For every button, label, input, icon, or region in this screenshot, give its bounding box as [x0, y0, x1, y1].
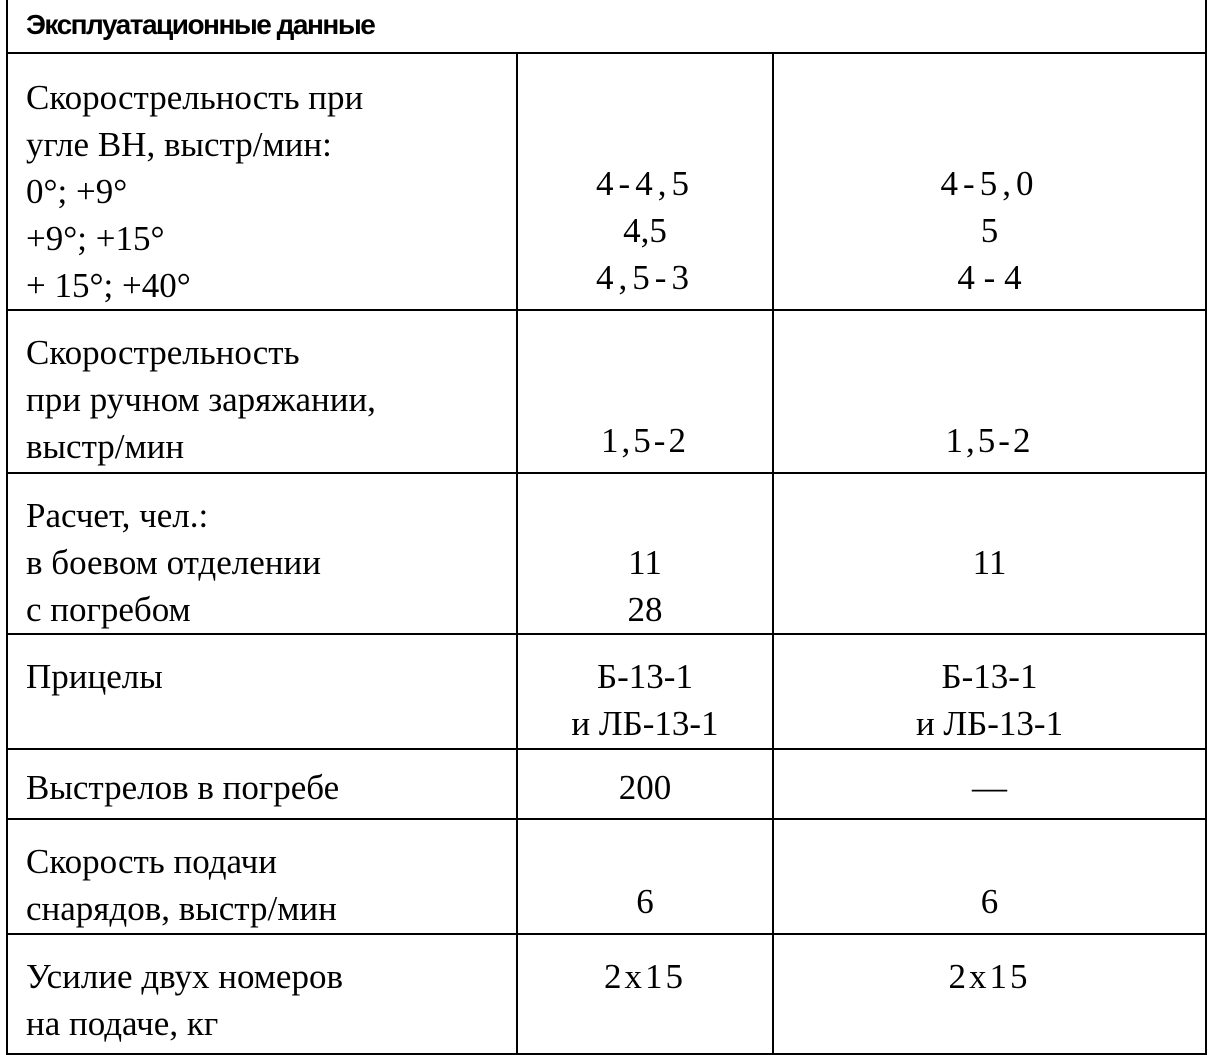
label-line: Выстрелов в погребе [26, 768, 340, 807]
value-cell-col2 [773, 634, 1206, 749]
value-line: 6 [980, 882, 999, 921]
row-label [7, 634, 517, 749]
value-cell-col2 [773, 819, 1206, 934]
row-label [7, 819, 517, 934]
value-cell-col2 [773, 749, 1206, 819]
label-line: Скорострельность [26, 333, 300, 372]
value-cell-col1 [517, 634, 773, 749]
value-line: 4 - 4 [957, 258, 1022, 297]
table-row [7, 819, 1206, 934]
label-line: 0°; +9° [26, 172, 128, 211]
table-row [7, 53, 1206, 310]
table-header-row [7, 0, 1206, 53]
row-label [7, 934, 517, 1054]
label-line: Прицелы [26, 657, 163, 696]
specs-table [6, 0, 1207, 1055]
value-cell-col2 [773, 473, 1206, 634]
table-row [7, 634, 1206, 749]
value-line: 11 [972, 543, 1007, 582]
value-line: и ЛБ-13-1 [915, 704, 1064, 743]
value-line: 11 [628, 543, 662, 582]
label-line: Скорость подачи [26, 842, 277, 881]
label-line: снарядов, выстр/мин [26, 889, 337, 928]
label-line: Скорострельность при [26, 78, 364, 117]
value-line: 2х15 [948, 957, 1031, 996]
row-label [7, 749, 517, 819]
value-line: 200 [618, 768, 672, 807]
table-row [7, 934, 1206, 1054]
value-line: и ЛБ-13-1 [571, 704, 719, 743]
value-cell-col2 [773, 310, 1206, 473]
value-line: 5 [980, 211, 999, 250]
row-label [7, 53, 517, 310]
value-cell-col2 [773, 934, 1206, 1054]
table-title: Эксплуатационные данные [7, 0, 1206, 53]
label-line: +9°; +15° [26, 219, 165, 258]
value-line: 1,5-2 [945, 421, 1034, 460]
value-line: 6 [636, 882, 654, 921]
label-line: в боевом отделении [26, 543, 321, 582]
value-line: 2х15 [604, 957, 686, 996]
value-cell-col2 [773, 53, 1206, 310]
value-line: Б-13-1 [941, 657, 1038, 696]
value-cell-col1 [517, 749, 773, 819]
label-line: угле ВН, выстр/мин: [26, 125, 332, 164]
value-cell-col1 [517, 53, 773, 310]
value-cell-col1 [517, 310, 773, 473]
value-line: 4-4,5 [596, 164, 694, 203]
label-line: с погребом [26, 590, 191, 629]
table-row [7, 310, 1206, 473]
value-cell-col1 [517, 934, 773, 1054]
value-cell-col1 [517, 819, 773, 934]
label-line: + 15°; +40° [26, 266, 191, 305]
value-line: 4-5,0 [940, 164, 1039, 203]
value-line: Б-13-1 [597, 657, 693, 696]
value-cell-col1 [517, 473, 773, 634]
label-line: Усилие двух номеров [26, 957, 343, 996]
value-line: 4,5-3 [596, 258, 694, 297]
row-label [7, 473, 517, 634]
value-line: — [972, 768, 1007, 807]
value-line: 1,5-2 [601, 421, 689, 460]
label-line: на подаче, кг [26, 1004, 219, 1043]
table-row [7, 473, 1206, 634]
value-line: 28 [627, 590, 663, 629]
table-row [7, 749, 1206, 819]
label-line: Расчет, чел.: [26, 496, 209, 535]
row-label [7, 310, 517, 473]
label-line: при ручном заряжании, [26, 380, 376, 419]
value-line: 4,5 [623, 211, 667, 250]
label-line: выстр/мин [26, 427, 185, 466]
